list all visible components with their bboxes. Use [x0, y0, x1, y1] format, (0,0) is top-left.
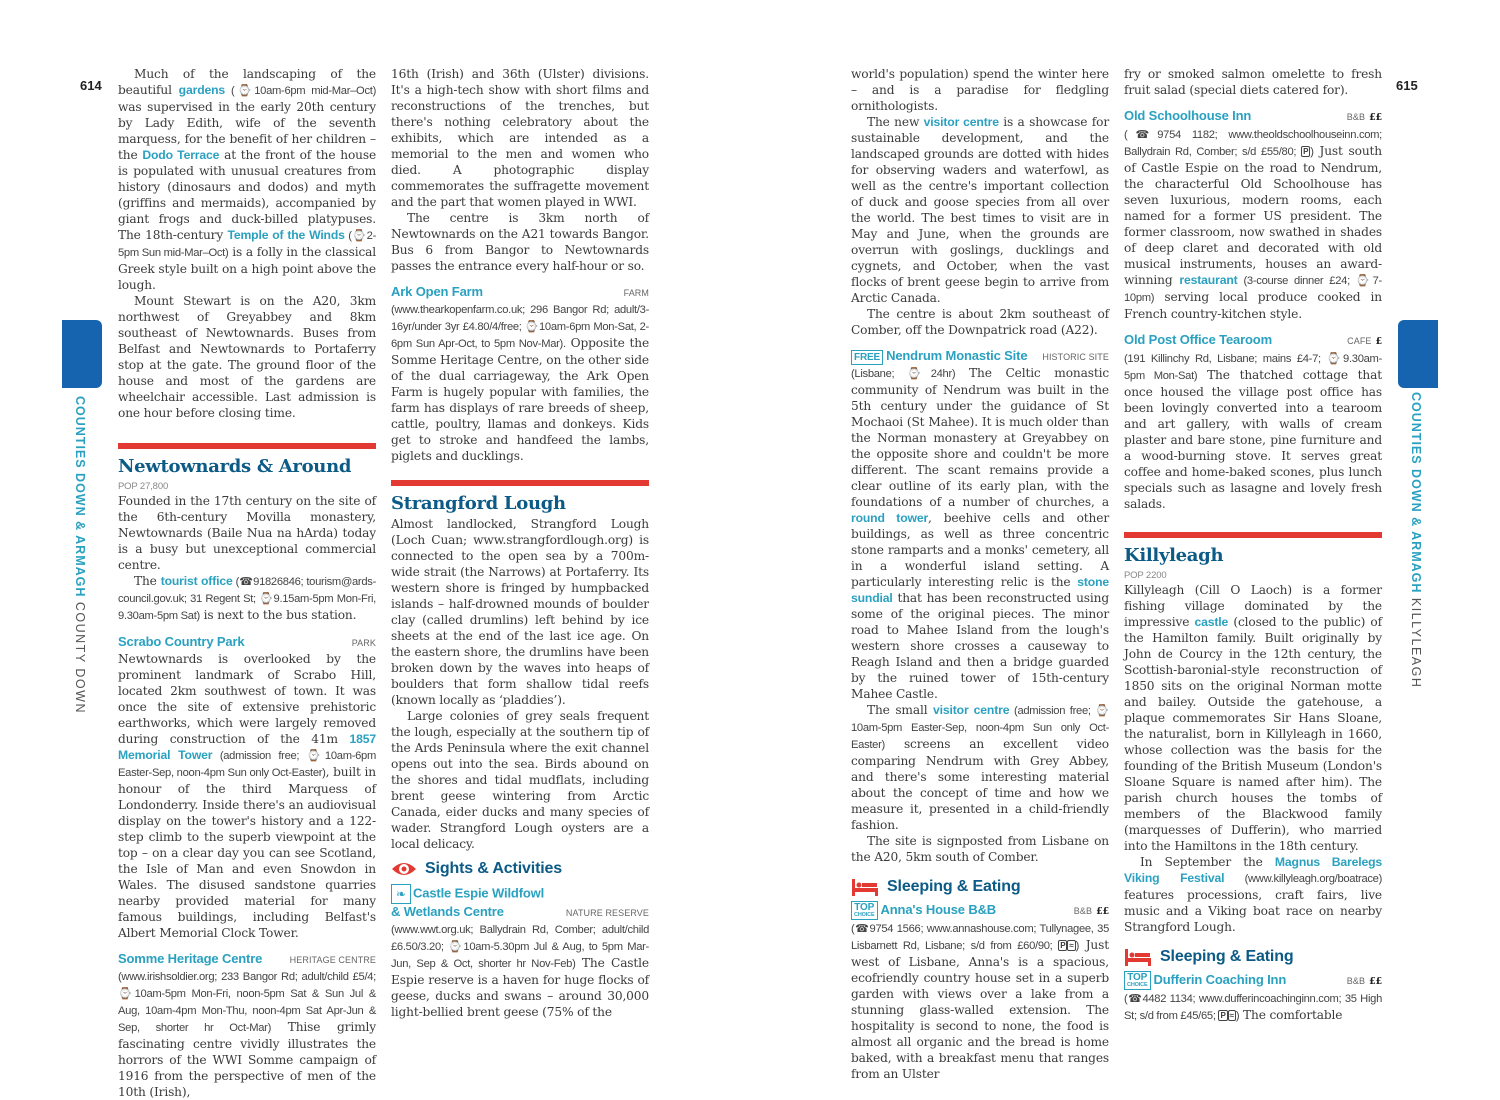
- text: The thatched cottage that once housed the village post office has been lovingly converted into a tearoom and art gallery, with walls of cream plaster and bare stone, pine furniture and a wood-burning stove. It serves great coffee and home-baked scones, plus lunch specials such as lasagne and lovely fresh salads.: [1124, 368, 1382, 511]
- entry-scrabo-country-park: [118, 634, 376, 941]
- text: serving local produce cooked in French country-kitchen style.: [1124, 290, 1382, 321]
- text: at the front of the house is populated with unusual creatures from history (dinosaurs and dodos) and myth (griffins and mermaids), accompanied by giant frogs and duck-billed platypuses. The 18th-century: [118, 148, 377, 242]
- left-page-number: 614: [80, 78, 102, 93]
- restaurant-details: (3-course dinner £24; ⌚7-10pm): [1124, 275, 1382, 304]
- somme-details: (www.irishsoldier.org; 233 Bangor Rd; adult/child £5/4; ⌚10am-5pm Mon-Fri, noon-5pm Sat & Sun Jul & Aug, 10am-4pm Mon-Thu, noon-4pm Sat Apr-Jun & Sep, shorter hr Oct-Mar): [118, 971, 376, 1034]
- text: Killyleagh (Cill O Laoch) is a former fishing village dominated by the impressive: [1124, 583, 1382, 629]
- sleeping-eating-heading-killyleagh: [1124, 947, 1382, 967]
- free-badge: FREE: [851, 350, 883, 365]
- entry-title[interactable]: Ark Open Farm: [391, 284, 483, 299]
- sights-activities-heading: [391, 860, 649, 878]
- text: The Celtic monastic community of Nendrum was built in the 5th century under the guidance of St Mochaoi (St Mahee). It is much older than the Norman monastery at Greyabbey on the opposite shore and couldn't be more different. The scant remains provide a clear outline of its early plan, with the foundations of a number of churches, a: [851, 366, 1109, 509]
- text: Much of the landscaping of the beautiful: [118, 67, 376, 97]
- visitor-centre-paragraph: [851, 114, 1109, 306]
- tourist-office-details: (☎91826846; tourism@ards-council.gov.uk; 31 Regent St; ⌚9.15am-5pm Mon-Fri, 9.30am-5pm Sat): [118, 576, 376, 622]
- viking-festival-paragraph: [1124, 854, 1382, 935]
- entry-title[interactable]: Old Post Office Tearoom: [1124, 332, 1272, 347]
- wifi-icon: ≈: [1069, 941, 1074, 950]
- link-gardens[interactable]: gardens: [178, 83, 226, 97]
- entry-type: FARM: [623, 288, 649, 298]
- entry-ark-open-farm: [391, 284, 649, 464]
- text: Newtownards is overlooked by the prominent landmark of Scrabo Hill, located 2km southwest of town. It was once the site of extensive prehistoric earthworks, which were largely removed during construction of the 41m: [118, 652, 376, 746]
- tourist-office-paragraph: [118, 573, 376, 624]
- right-side-label: [1409, 392, 1423, 688]
- entry-somme-heritage-centre: [118, 951, 376, 1100]
- entry-nendrum-monastic-site: [851, 348, 1109, 865]
- top-choice-badge: [851, 901, 878, 920]
- entry-body: [118, 968, 376, 1100]
- left-side-label: [73, 396, 87, 714]
- text: is a showcase for sustainable development, and the landscaped grounds are dotted with hides for observing waders and waterfowl, as well as the centre's important collection of duck and goose species from all over the world. The best times to visit are in May and June, when the grounds are overrun with goslings, ducklings and cygnets, and October, when the vast flocks of brent geese begin to arrive from Arctic Canada.: [851, 115, 1109, 305]
- price-range: ££: [1369, 976, 1382, 987]
- tearoom-details: (191 Killinchy Rd, Lisbane; mains £4-7; ⌚9.30am-5pm Mon-Sat): [1124, 353, 1382, 382]
- right-side-area: KILLYLEAGH: [1409, 597, 1423, 689]
- text: Opposite the Somme Heritage Centre, on the other side of the dual carriageway, the Ark Open Farm is hugely popular with families, the farm has displays of rare breeds of sheep, cattle, poultry, llamas and donkeys. Kids get to stroke and handfeed the lambs, piglets and ducklings.: [391, 336, 650, 463]
- subheading-title: Sleeping & Eating: [1160, 948, 1294, 965]
- right-page-number: 615: [1396, 78, 1418, 93]
- column-3: [851, 66, 1109, 1082]
- link-temple-of-the-winds[interactable]: Temple of the Winds: [227, 228, 345, 242]
- link-castle[interactable]: castle: [1194, 615, 1229, 629]
- entry-annas-house: [851, 901, 1109, 1082]
- section-title-newtownards: Newtownards & Around: [118, 456, 352, 477]
- entry-old-post-office-tearoom: [1124, 332, 1382, 512]
- section-title-strangford-lough: Strangford Lough: [391, 493, 566, 514]
- castle-espie-details: (www.wwt.org.uk; Ballydrain Rd, Comber; adult/child £6.50/3.20; ⌚10am-5.30pm Jul & Aug, to 5pm Mar-Jun, Sep & Oct, shorter hr Nov-Feb): [391, 924, 649, 970]
- somme-continued: 16th (Irish) and 36th (Ulster) divisions. It's a high-tech show with short films and reconstructions of the trenches, but there's nothing celebratory about the exhibits, which are intended as a memorial to the men and women who died. A photographic display commemorates the suffragette movement and the part that women played in WWI.: [391, 67, 649, 209]
- link-visitor-centre-nendrum[interactable]: visitor centre: [933, 703, 1010, 717]
- text: screens an excellent video comparing Nendrum with Grey Abbey, and there's some interesting material about the concept of time and how we measure it, presented in a child-friendly fashion.: [851, 737, 1109, 832]
- temple-hours: (⌚2-5pm Sun mid-Mar–Oct): [118, 230, 377, 259]
- link-stone-sundial[interactable]: stone sundial: [851, 575, 1109, 605]
- text: , built in honour of the third Marquess of Londonderry. Inside there's an audiovisual display on the tower's history and a 122-step climb to the superb viewpoint at the top – on a clear day you can see Scotland, the Isle of Man and even Snowdon in Wales. The disused sandstone quarries nearby provided material for many famous buildings, including Belfast's Albert Memorial Clock Tower.: [118, 765, 377, 940]
- dufferin-details: (☎4482 1134; www.dufferincoachinginn.com; 35 High St; s/d from £45/65;: [1124, 993, 1382, 1022]
- text: The small: [867, 703, 934, 717]
- entry-type: HISTORIC SITE: [1042, 352, 1109, 362]
- entry-body: [1124, 990, 1382, 1024]
- section-rule: [1124, 532, 1382, 538]
- visitor-centre-details: (admission free; ⌚10am-5pm Easter-Sep, noon-4pm Sun only Oct-Easter): [851, 705, 1109, 751]
- bed-icon: [851, 877, 879, 897]
- text: (closed to the public) of the Hamilton family. Built originally by John de Courcy in the 12th century, the Scottish-baronial-style reconstruction of 1850 sits on the original Norman motte and bailey. Outside the gatehouse, a plaque commemorates Sir Hans Sloane, the naturalist, born in Killyleagh in 1660, whose collection was the basis for the founding of the British Museum (London's Sloane Square is named after him). The parish church houses the tombs of members of the Blackwood family (marquesses of Dufferin), who married into the Hamiltons in the 18th century.: [1124, 615, 1382, 853]
- entry-title[interactable]: Castle Espie Wildfowl: [413, 885, 545, 901]
- text: Just south of Castle Espie on the road to Nendrum, the characterful Old Schoolhouse has seven luxurious, modern rooms, each named for a former US president. The former classroom, now swathed in shades of deep claret and decorated with old musical instruments, houses an award-winning: [1124, 144, 1382, 287]
- entry-type: NATURE RESERVE: [565, 908, 649, 918]
- mount-stewart-directions: Mount Stewart is on the A20, 3km northwest of Greyabbey and 8km southeast of Newtownards. Buses from Belfast and Newtownards to Portaferry stop at the gate. The ground floor of the house and most of the gardens are wheelchair accessible. Last admission is one hour before closing time.: [118, 294, 376, 420]
- text: is a folly in the classical Greek style built on a high point above the lough.: [118, 245, 376, 292]
- text: was supervised in the early 20th century by Lady Edith, wife of the seventh marquess, for the benefit of her children – the: [118, 100, 376, 162]
- text: , beehive cells and other buildings, as well as three concentric stone ramparts and a monks' cemetery, all in a wonderful island setting. A particularly interesting relic is the: [851, 511, 1109, 589]
- mount-stewart-gardens-paragraph: [118, 66, 376, 293]
- text: that has been reconstructed using some of the original pieces. The minor road to Mahee Island from the lough's western shore crosses a causeway to Reagh Island and then a bridge guarded by the ruined tower of 15th-century Mahee Castle.: [851, 591, 1109, 701]
- section-title-killyleagh: Killyleagh: [1124, 545, 1224, 566]
- eco-leaf-icon: ❧: [391, 884, 411, 904]
- link-visitor-centre[interactable]: visitor centre: [923, 115, 999, 129]
- parking-icon: P: [1220, 1011, 1226, 1020]
- sleeping-eating-heading: [851, 877, 1109, 897]
- bed-icon: [1124, 947, 1152, 967]
- entry-type: B&B: [1073, 906, 1093, 916]
- ark-details: (www.thearkopenfarm.co.uk; 296 Bangor Rd; adult/3-16yr/under 3yr £4.80/4/free; ⌚10am-6pm Mon-Sat, 2-6pm Sun Apr-Oct, to 5pm Nov-Mar).: [391, 304, 649, 350]
- strangford-intro: Almost landlocked, Strangford Lough (Loch Cuan; www.strangfordlough.org) is connected to the open sea by a 700m-wide strait (the Narrows) at Portaferry. Its western shore is fringed by humpbacked islands – half-drowned mounds of boulder clay (called drumlins) left behind by ice sheets at the end of the last ice age. On the eastern shore, the drumlins have been broken down by the waves into heaps of boulders that form shallow tidal reefs (known locally as ‘pladdies’).: [391, 517, 649, 707]
- entry-body: [391, 301, 649, 464]
- entry-old-schoolhouse-inn: [1124, 108, 1382, 322]
- gardens-hours: (⌚10am-6pm mid-Mar–Oct): [225, 85, 376, 97]
- entry-type: B&B: [1346, 112, 1366, 122]
- population-newtownards: POP 27,800: [118, 481, 169, 492]
- text: ): [1310, 146, 1314, 158]
- text: is next to the bus station.: [199, 608, 357, 622]
- badge-top-text: TOP: [1127, 972, 1148, 983]
- entry-title[interactable]: Anna's House B&B: [880, 902, 997, 917]
- entry-title[interactable]: Dufferin Coaching Inn: [1153, 972, 1287, 987]
- entry-body: [851, 365, 1109, 702]
- entry-castle-espie: [391, 884, 649, 1020]
- text: ): [1075, 940, 1080, 952]
- top-choice-badge: [1124, 971, 1151, 990]
- text: features processions, craft fairs, live music and a Viking boat race on nearby Strangford Lough.: [1124, 888, 1382, 934]
- link-tourist-office[interactable]: tourist office: [160, 574, 233, 588]
- text: The Castle Espie reserve is a haven for huge flocks of geese, ducks and swans – around 30,000 light-bellied brent geese (75% of the: [391, 956, 649, 1019]
- schoolhouse-details: (☎9754 1182; www.theoldschoolhouseinn.com; Ballydrain Rd, Comber; s/d £55/80;: [1124, 129, 1382, 158]
- anna-details: (☎9754 1566; www.annashouse.com; Tullynagee, 35 Lisbarnett Rd, Lisbane; s/d from £60/90;: [851, 923, 1109, 952]
- entry-body: [1124, 350, 1382, 512]
- badge-top-text: TOP: [854, 902, 875, 913]
- text: In September the: [1140, 855, 1275, 869]
- entry-type: CAFE: [1347, 336, 1372, 346]
- column-2: [391, 66, 649, 1020]
- entry-title-line2[interactable]: & Wetlands Centre: [391, 904, 504, 919]
- entry-body: [118, 651, 376, 941]
- nendrum-details: (Lisbane; ⌚24hr): [851, 368, 956, 380]
- annas-continued: fry or smoked salmon omelette to fresh fruit salad (special diets catered for).: [1124, 67, 1382, 97]
- section-rule: [118, 443, 376, 449]
- tower-details: (admission free; ⌚10am-6pm Easter-Sep, noon-4pm Sun only Oct-Easter): [118, 750, 376, 779]
- price-range: ££: [1369, 112, 1382, 123]
- killyleagh-intro: [1124, 582, 1382, 854]
- price-range: £: [1375, 336, 1382, 347]
- text: The new: [867, 115, 924, 129]
- population-killyleagh: POP 2200: [1124, 570, 1167, 581]
- festival-url: (www.killyleagh.org/boatrace): [1224, 873, 1383, 885]
- badge-choice-text: CHOICE: [1127, 982, 1148, 988]
- subheading-title: Sights & Activities: [425, 860, 563, 877]
- left-side-area: COUNTY DOWN: [73, 601, 87, 714]
- wifi-icon: ≈: [1229, 1011, 1234, 1020]
- entry-title[interactable]: Nendrum Monastic Site: [886, 348, 1028, 363]
- text: The comfortable: [1239, 1008, 1343, 1022]
- nendrum-visitor-centre: [851, 702, 1109, 833]
- link-magnus-barelegs-viking-festival[interactable]: Magnus Barelegs Viking Festival: [1124, 855, 1382, 885]
- text: The: [134, 574, 161, 588]
- somme-directions: The centre is 3km north of Newtownards on the A21 towards Bangor. Bus 6 from Bangor to Newtownards passes the entrance every half-hour or so.: [391, 211, 649, 273]
- text: Thise grimly fascinating centre vividly illustrates the horrors of the WWI Somme campaign of 1916 from the perspective of men of the 10th (Irish),: [118, 1020, 376, 1099]
- badge-choice-text: CHOICE: [854, 912, 875, 918]
- section-rule: [391, 480, 649, 486]
- subheading-title: Sleeping & Eating: [887, 878, 1021, 895]
- link-round-tower[interactable]: round tower: [851, 511, 929, 525]
- entry-title[interactable]: Old Schoolhouse Inn: [1124, 108, 1252, 123]
- newtownards-intro: Founded in the 17th century on the site of the 6th-century Movilla monastery, Newtownards (Baile Nua na hArda) today is a busy but unexceptional commercial centre.: [118, 494, 376, 572]
- entry-type: B&B: [1346, 976, 1366, 986]
- column-4: [1124, 66, 1382, 1024]
- strangford-wildlife: Large colonies of grey seals frequent the lough, especially at the southern tip of the Ards Peninsula where the exit channel opens out into the sea. Birds abound on the shores and tidal mudflats, including brent geese wintering from Arctic Canada, eider ducks and many species of wader. Strangford Lough oysters are a local delicacy.: [391, 709, 649, 851]
- price-range: ££: [1096, 906, 1109, 917]
- link-1857-memorial-tower[interactable]: 1857 Memorial Tower: [118, 732, 376, 762]
- text: Just west of Lisbane, Anna's is a spacious, ecofriendly country house set in a superb garden with views over a lake from a stunning glass-walled extension. The hospitality is second to none, the food is almost all organic and the bread is home baked, with a breakfast menu that ranges from an Ulster: [851, 938, 1109, 1081]
- text: ): [1235, 1010, 1240, 1022]
- column-1: [118, 66, 376, 1100]
- entry-type: HERITAGE CENTRE: [289, 955, 376, 965]
- parking-icon: P: [1303, 147, 1309, 156]
- eye-icon: [391, 860, 417, 878]
- entry-dufferin-coaching-inn: [1124, 971, 1382, 1024]
- nendrum-directions: The site is signposted from Lisbane on the A20, 5km south of Comber.: [851, 834, 1109, 864]
- castle-espie-directions: The centre is about 2km southeast of Comber, off the Downpatrick road (A22).: [851, 307, 1109, 337]
- parking-icon: P: [1060, 941, 1066, 950]
- entry-body: [851, 920, 1109, 1082]
- entry-body: [391, 921, 649, 1020]
- left-side-region: COUNTIES DOWN & ARMAGH: [73, 396, 87, 598]
- entry-title[interactable]: Somme Heritage Centre: [118, 951, 263, 966]
- link-restaurant[interactable]: restaurant: [1179, 273, 1238, 287]
- right-side-region: COUNTIES DOWN & ARMAGH: [1409, 392, 1423, 594]
- castle-espie-continued: world's population) spend the winter here – and is a paradise for fledgling ornithologists.: [851, 67, 1109, 113]
- link-dodo-terrace[interactable]: Dodo Terrace: [142, 148, 220, 162]
- entry-type: PARK: [351, 638, 376, 648]
- right-chapter-tab: [1398, 320, 1438, 388]
- left-chapter-tab: [62, 320, 102, 388]
- entry-body: [1124, 126, 1382, 322]
- entry-title[interactable]: Scrabo Country Park: [118, 634, 245, 649]
